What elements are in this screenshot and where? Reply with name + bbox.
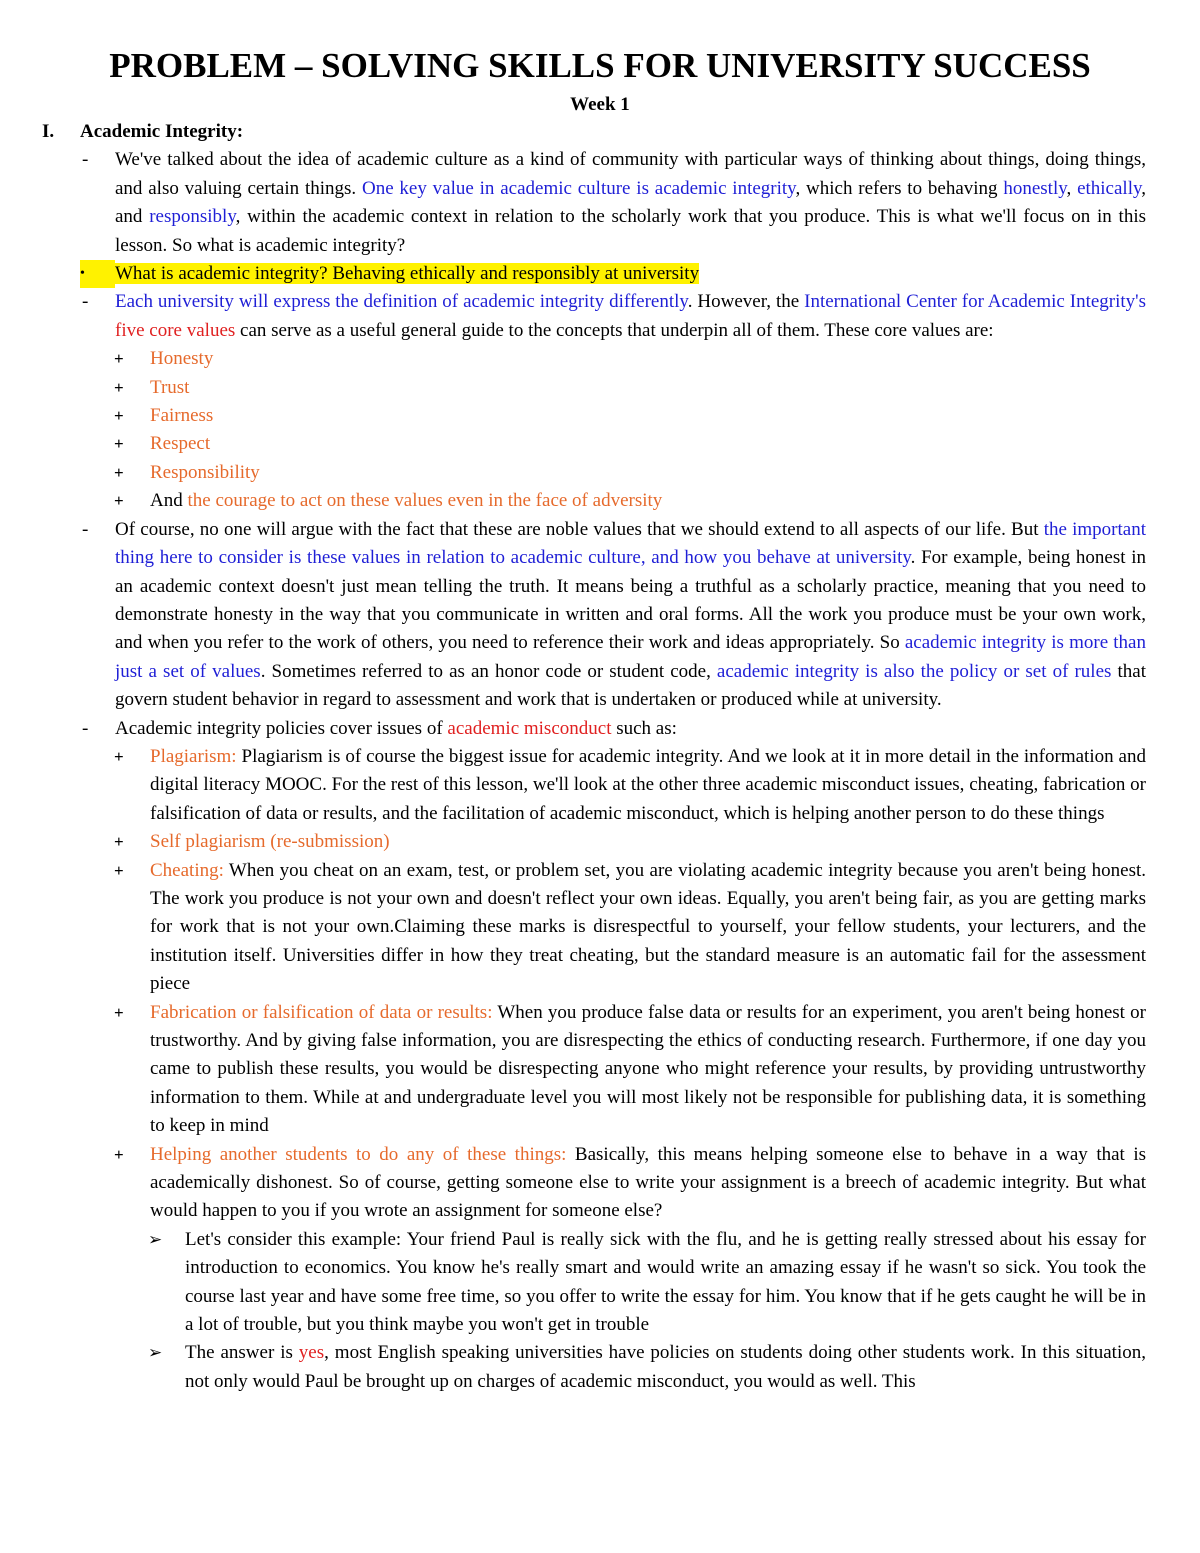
plus-marker: +: [114, 1002, 124, 1022]
core-value-item: [0, 459, 1200, 487]
text-run: can serve as a useful general guide to the concepts that underpin all of them. These core values are:: [235, 319, 994, 341]
five-core-values-phrase: five core values: [115, 319, 236, 341]
text-run: The answer is: [185, 1342, 299, 1364]
section-title: Academic Integrity:: [80, 121, 244, 142]
text-run: And: [150, 490, 188, 512]
text-run: that govern student behavior in regard to assessment and work that is undertaken or produced while at university.: [115, 660, 1146, 711]
term-ethically: ethically: [1077, 177, 1142, 199]
example-text: Let's consider this example: Your friend Paul is really sick with the flu, and he is getting really stressed about his essay for introduction to economics. You know he's really smart and would write an amazing essay if he wasn't so sick. You took the course last year and have some free time, so you offer to write the essay for him. You know that if he gets caught he will be in a lot of trouble, but you think maybe you won't get in trouble: [185, 1228, 1146, 1336]
icai-name: International Center for Academic Integrity's: [804, 291, 1146, 313]
core-value-item: [0, 345, 1200, 373]
arrow-marker-icon: ➢: [148, 1229, 163, 1250]
text-run: When you produce false data or results for an experiment, you aren't being honest or trustworthy. And by giving false information, you are disrespecting the ethics of conducting research. Furthermore, if one day you came to publish these results, you would be disrespecting anyone who might reference your results, by providing untrustworthy information to them. While at and undergraduate level you will most likely not be responsible for publishing data, it is something to keep in mind: [150, 1001, 1146, 1137]
definition-phrase: Each university will express the definition of academic integrity differently: [115, 291, 688, 313]
core-value-label: Respect: [150, 433, 211, 455]
term-responsibly: responsibly: [149, 206, 236, 228]
text-run: We've talked about the idea of academic culture as a kind of community with particular ways of thinking about things, doing things, and also valuing certain things.: [115, 149, 1146, 199]
dash-marker: -: [82, 518, 89, 540]
key-value-phrase: One key value in academic culture is academic integrity: [361, 177, 796, 199]
term-honestly: honestly: [1003, 177, 1067, 199]
plus-marker: +: [114, 434, 124, 454]
highlight-bullet: [0, 260, 1200, 288]
misconduct-label: Plagiarism:: [150, 745, 237, 767]
text-run: , most English speaking universities have policies on students doing other students work. In this situation, not only would Paul be brought up on charges of academic misconduct, you would as well. This: [185, 1342, 1146, 1392]
highlight-text-wrap: [115, 260, 1146, 288]
misconduct-text: [150, 999, 1146, 1141]
misconduct-text: [150, 1141, 1146, 1226]
core-value-item: [0, 374, 1200, 402]
more-than-values-phrase: academic integrity is more than just a set of values: [115, 632, 1146, 682]
core-value-item: [0, 487, 1200, 515]
text-run: , and: [115, 177, 1146, 228]
misconduct-label: Helping another students to do any of these things:: [150, 1143, 567, 1165]
example-item: [0, 1226, 1200, 1340]
core-value-item: [0, 402, 1200, 430]
misconduct-label: Self plagiarism (re-submission): [150, 831, 390, 853]
misconduct-item-plagiarism: [0, 743, 1200, 828]
misconduct-item-helping: [0, 1141, 1200, 1226]
text-run: Basically, this means helping someone else to behave in a way that is academically dishonest. So of course, getting someone else to write your assignment is a breech of academic integrity. But what would happen to you if you wrote an assignment for someone else?: [150, 1143, 1146, 1222]
academic-misconduct-phrase: academic misconduct: [447, 717, 612, 739]
answer-item: [0, 1339, 1200, 1396]
text-run: , which refers to behaving: [795, 177, 1004, 199]
text-run: When you cheat on an exam, test, or problem set, you are violating academic integrity because you aren't being honest. The work you produce is not your own and doesn't reflect your own ideas. Equally, you aren't being fair, as you are getting marks for work that is not your own.Claiming these marks is disrespectful to yourself, your fellow students, your lecturers, and the institution itself. Universities differ in how they treat cheating, but the standard measure is an automatic fail for the assessment piece: [150, 859, 1146, 995]
text-run: , within the academic context in relation to the scholarly work that you produce. This is what we'll focus on in this lesson. So what is academic integrity?: [115, 206, 1147, 256]
core-value-label: Honesty: [150, 348, 214, 370]
text-run: ,: [1066, 177, 1078, 199]
page-title: PROBLEM – SOLVING SKILLS FOR UNIVERSITY SUCCESS: [109, 46, 1091, 85]
important-thing-phrase: the important thing here to consider is these values in relation to academic culture, and how you behave at university: [115, 518, 1147, 569]
answer-text: [185, 1339, 1146, 1396]
core-value-label: Responsibility: [150, 461, 260, 483]
text-run: . For example, being honest in an academic context doesn't just mean telling the truth. It means being a truthful as a scholarly practice, meaning that you need to demonstrate honesty in the way that you communicate in written and oral forms. All the work you produce must be your own work, and when you refer to the work of others, you need to reference their work and ideas appropriately. So: [115, 547, 1146, 654]
misconduct-item-cheating: [0, 857, 1200, 999]
misconduct-text: [150, 743, 1146, 828]
text-run: Of course, no one will argue with the fact that these are noble values that we should extend to all aspects of our life. But: [115, 518, 1044, 540]
courage-phrase: the courage to act on these values even in the face of adversity: [187, 490, 663, 512]
dash-marker: -: [82, 717, 89, 739]
document-body: [0, 118, 1200, 1396]
plus-marker: +: [114, 349, 124, 369]
plus-marker: +: [114, 491, 124, 511]
paragraph-text: [115, 516, 1146, 715]
highlighted-definition: What is academic integrity? Behaving ethically and responsibly at university: [115, 263, 700, 285]
paragraph-academic-culture: [0, 146, 1200, 260]
misconduct-item-fabrication: [0, 999, 1200, 1141]
paragraph-text: [115, 288, 1146, 345]
text-run: . Sometimes referred to as an honor code or student code,: [260, 660, 717, 682]
misconduct-label: Cheating:: [150, 859, 224, 881]
plus-marker: +: [114, 377, 124, 397]
paragraph-text: [115, 715, 1146, 743]
plus-marker: +: [114, 462, 124, 482]
misconduct-label: Fabrication or falsification of data or results:: [150, 1001, 493, 1023]
paragraph-text: [115, 146, 1146, 260]
plus-marker: +: [114, 860, 124, 880]
plus-marker: +: [114, 746, 124, 766]
plus-marker: +: [114, 832, 124, 852]
dash-marker: -: [82, 291, 89, 313]
plus-marker: +: [114, 1144, 124, 1164]
section-number: I.: [42, 121, 55, 142]
paragraph-academic-context: [0, 516, 1200, 715]
text-run: such as:: [611, 717, 677, 739]
core-value-label: Trust: [150, 376, 190, 398]
text-run: . However, the: [687, 291, 805, 313]
core-value-courage: [150, 487, 1146, 515]
bullet-marker: •: [80, 260, 115, 288]
arrow-marker-icon: ➢: [148, 1343, 163, 1364]
text-run: Plagiarism is of course the biggest issue for academic integrity. And we look at it in more detail in the information and digital literacy MOOC. For the rest of this lesson, we'll look at the other three academic misconduct issues, cheating, fabrication or falsification of data or results, and the facilitation of academic misconduct, which is helping another person to do these things: [150, 745, 1146, 824]
answer-yes: yes: [298, 1342, 325, 1364]
text-run: Academic integrity policies cover issues of: [115, 717, 448, 739]
section-heading: [0, 118, 1200, 146]
core-value-label: Fairness: [150, 405, 214, 427]
misconduct-item-self-plagiarism: [0, 828, 1200, 856]
misconduct-text: [150, 857, 1146, 999]
week-label: Week 1: [570, 94, 630, 115]
policy-phrase: academic integrity is also the policy or set of rules: [716, 660, 1112, 682]
core-value-item: [0, 430, 1200, 458]
paragraph-misconduct-intro: [0, 715, 1200, 743]
dash-marker: -: [82, 149, 89, 171]
paragraph-core-values-intro: [0, 288, 1200, 345]
plus-marker: +: [114, 406, 124, 426]
